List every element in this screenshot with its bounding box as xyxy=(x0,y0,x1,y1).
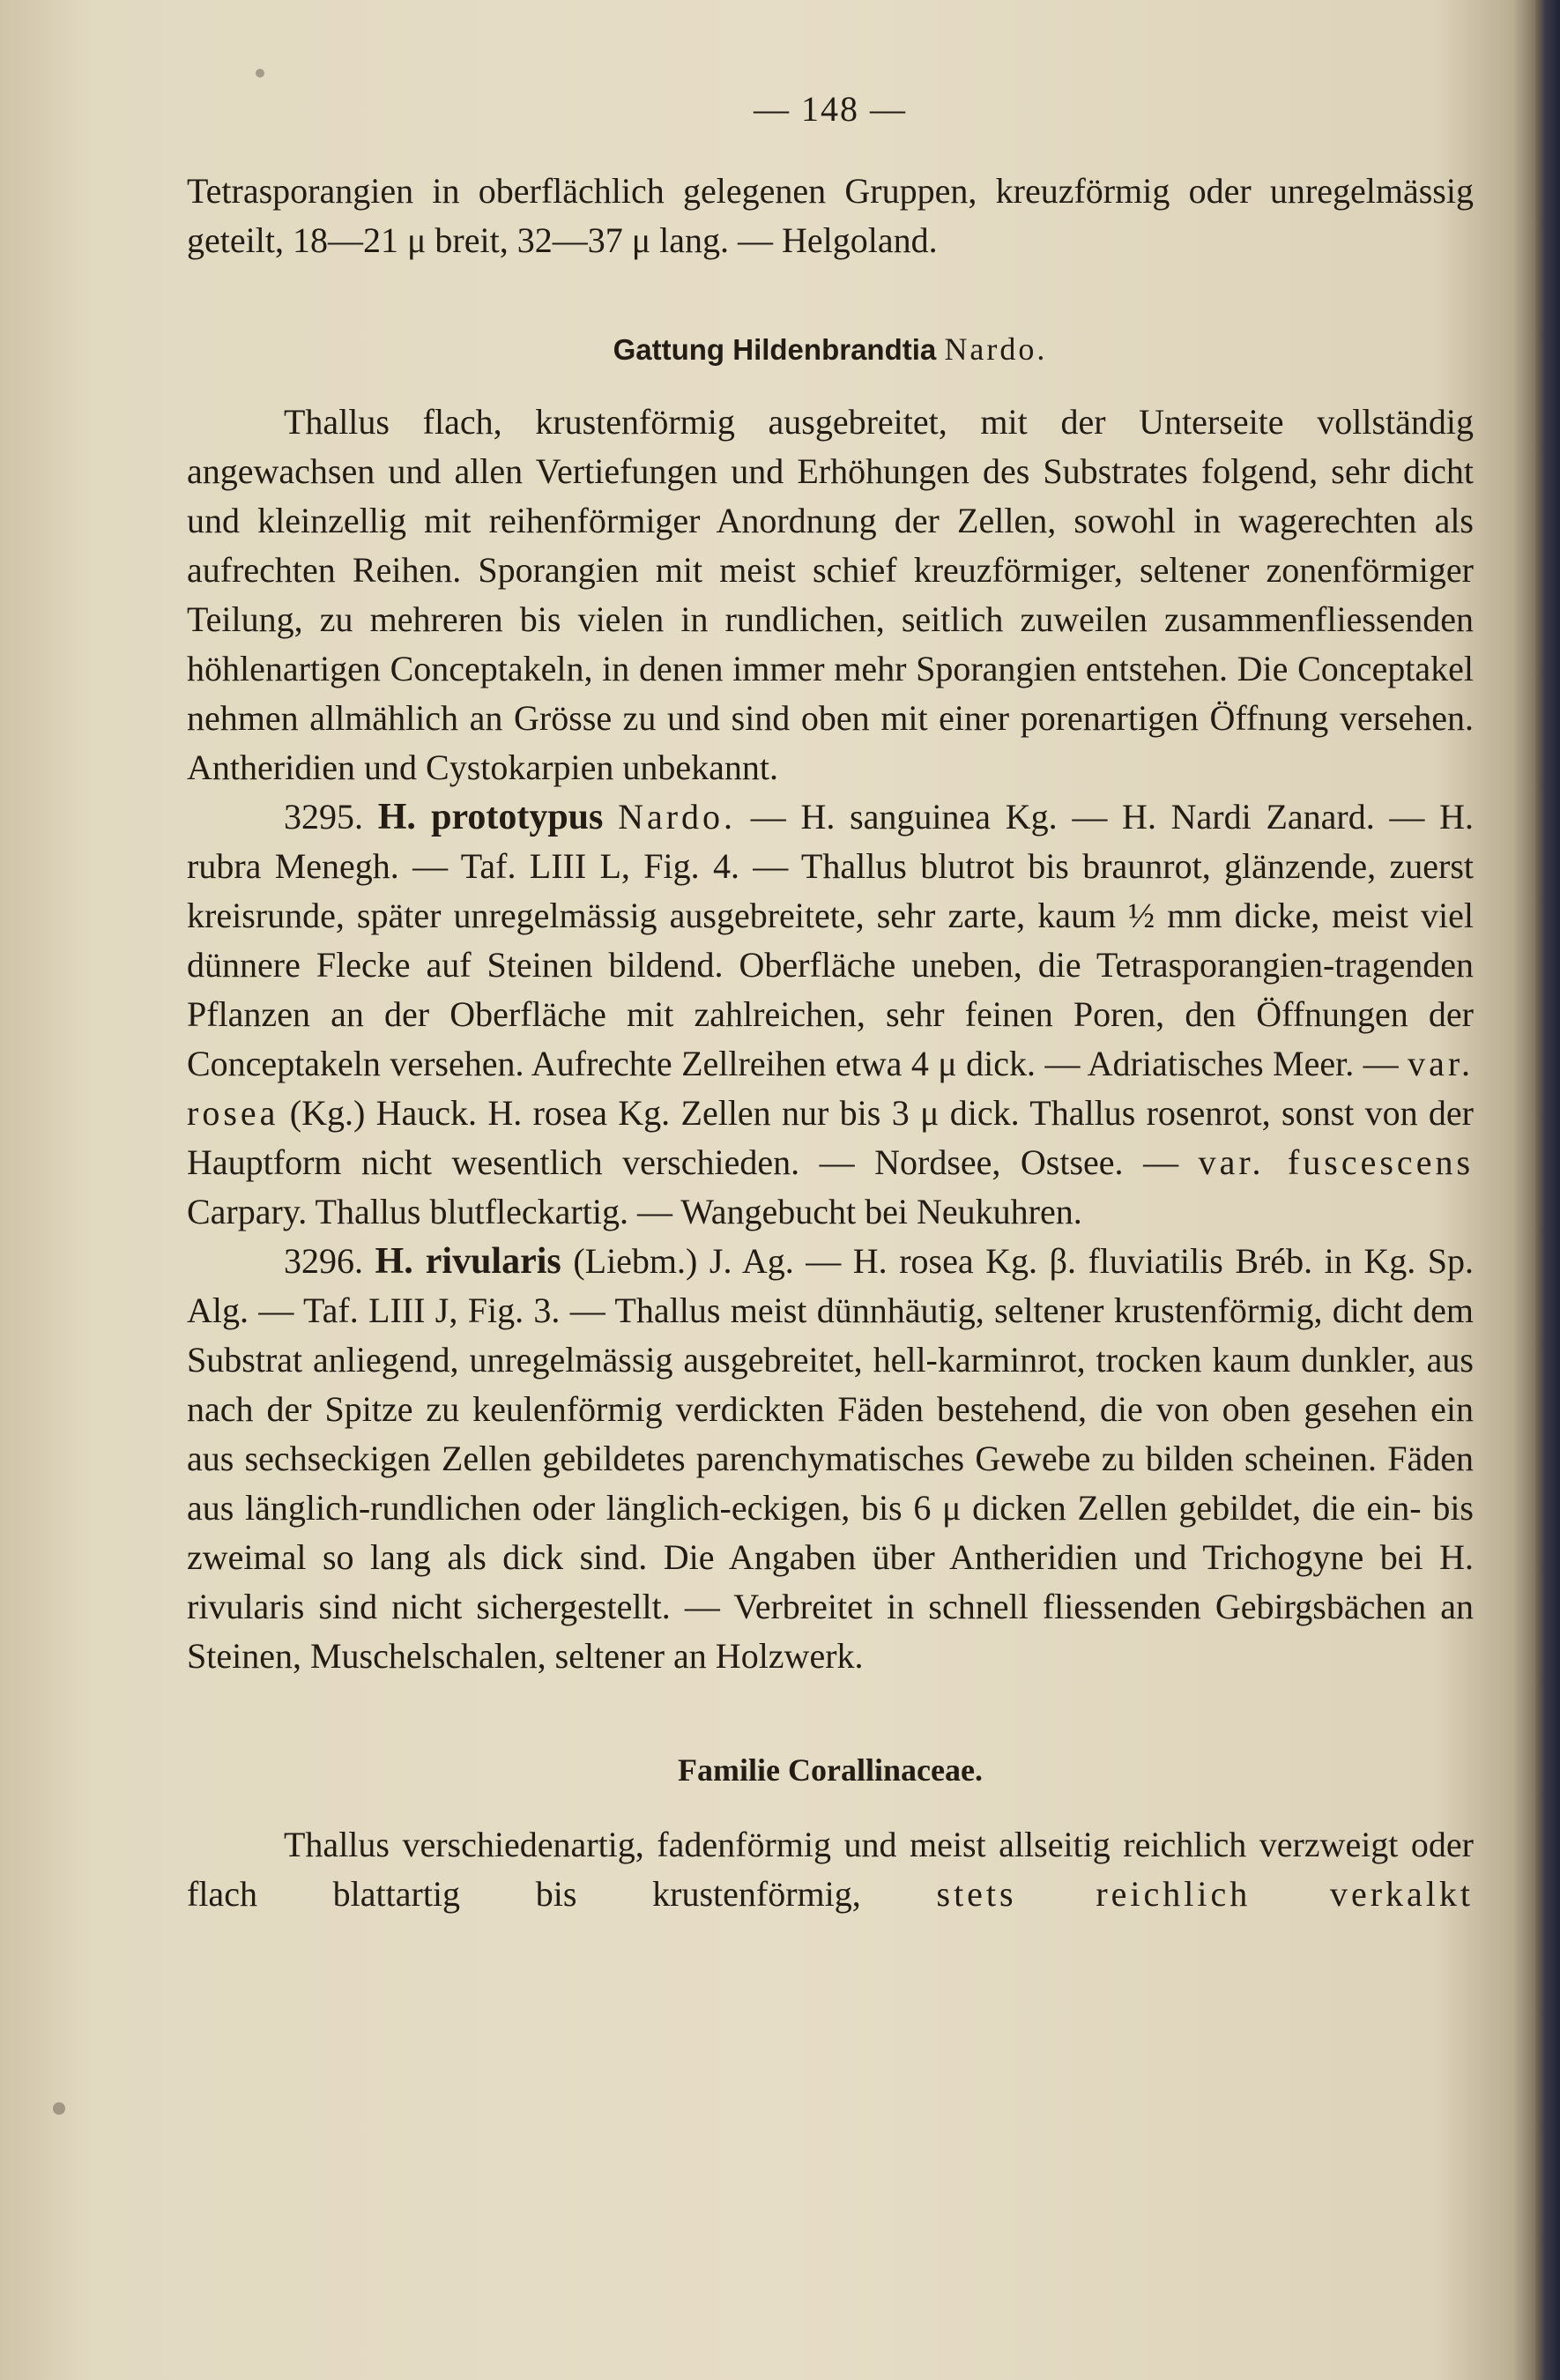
species-author: (Liebm.) J. Ag. xyxy=(573,1241,794,1281)
book-spine-edge xyxy=(1535,0,1560,2380)
species-name: H. prototypus xyxy=(377,797,604,837)
species-author: Nardo. xyxy=(618,797,737,837)
family-text-spaced: stets reichlich verkalkt xyxy=(936,1874,1475,1914)
page-number: — 148 — xyxy=(754,89,907,129)
variety-text: (Kg.) Hauck. H. rosea Kg. Zellen nur bis 3 μ dick. Thallus rosenrot, sonst von der Hauptform nicht wesentlich verschieden. — Nordsee, Ostsee. — xyxy=(187,1093,1474,1182)
intro-paragraph: Tetrasporangien in oberflächlich gelegenen Gruppen, kreuzförmig oder unregelmässig geteilt, 18—21 μ breit, 32—37 μ lang. — Helgoland. xyxy=(187,171,1474,260)
variety-text: Carpary. Thallus blutfleckartig. — Wangebucht bei Neukuhren. xyxy=(187,1192,1082,1231)
page-content xyxy=(187,88,1474,1919)
paper-stain xyxy=(256,69,264,78)
genus-description: Thallus flach, krustenförmig ausgebreitet, mit der Unterseite vollständig angewachsen und allen Vertiefungen und Erhöhungen des Substrates folgend, sehr dicht und kleinzellig mit reihenförmiger Anordnung der Zellen, sowohl in wagerechten als aufrechten Reihen. Sporangien mit meist schief kreuzförmiger, seltener zonenförmiger Teilung, zu mehreren bis vielen in rundlichen, seitlich zuweilen zusammenfliessenden höhlenartigen Conceptakeln, in denen immer mehr Sporangien entstehen. Die Conceptakel nehmen allmählich an Grösse zu und sind oben mit einer porenartigen Öffnung versehen. Antheridien und Cystokarpien unbekannt. xyxy=(187,402,1474,787)
variety-label: var. fuscescens xyxy=(1198,1142,1475,1182)
species-text: — H. sanguinea Kg. — H. Nardi Zanard. — H. rubra Menegh. — Taf. LIII L, Fig. 4. — Thallus blutrot bis braunrot, glänzende, zuerst kreisrunde, später unregelmässig ausgebreitete, sehr zarte, kaum ½ mm dicke, meist viel dünnere Flecke auf Steinen bildend. Oberfläche uneben, die Tetrasporangien-tragenden Pflanzen an der Oberfläche mit zahlreichen, sehr feinen Poren, den Öffnungen der Conceptakeln versehen. Aufrechte Zellreihen etwa 4 μ dick. — Adriatisches Meer. — xyxy=(187,797,1475,1083)
species-name: H. rivularis xyxy=(375,1241,561,1282)
species-text: — H. rosea Kg. β. fluviatilis Bréb. in Kg. Sp. Alg. — Taf. LIII J, Fig. 3. — Thallus meist dünnhäutig, seltener krustenförmig, dicht dem Substrat anliegend, unregelmässig ausgebreitet, hell-karminrot, trocken kaum dunkler, aus nach der Spitze zu keulenförmig verdickten Fäden bestehend, die von oben gesehen ein aus sechseckigen Zellen gebildetes parenchymatisches Gewebe zu bilden scheinen. Fäden aus länglich-rundlichen oder länglich-eckigen, bis 6 μ dicken Zellen gebildet, die ein- bis zweimal so lang als dick sind. Die Angaben über Antheridien und Trichogyne bei H. rivularis sind nicht sichergestellt. — Verbreitet in schnell fliessenden Gebirgsbächen an Steinen, Muschelschalen, seltener an Holzwerk. xyxy=(187,1241,1474,1676)
variety-label: var. rosea xyxy=(187,1044,1474,1133)
family-description xyxy=(187,1820,1474,1919)
species-number: 3296. xyxy=(284,1241,363,1281)
family-heading: Familie Corallinaceae. xyxy=(678,1752,983,1788)
genus-heading-title: Gattung Hildenbrandtia xyxy=(613,333,937,366)
paper-stain xyxy=(53,2102,65,2115)
species-entry-3295 xyxy=(187,792,1474,1237)
species-entry-3296 xyxy=(187,1237,1474,1681)
species-number: 3295. xyxy=(284,797,363,837)
family-text: Thallus verschiedenartig, fadenförmig und meist allseitig reichlich verzweigt oder flach blattartig bis krustenförmig, xyxy=(187,1825,1474,1914)
genus-heading xyxy=(187,331,1474,368)
genus-heading-author: Nardo. xyxy=(944,331,1048,367)
